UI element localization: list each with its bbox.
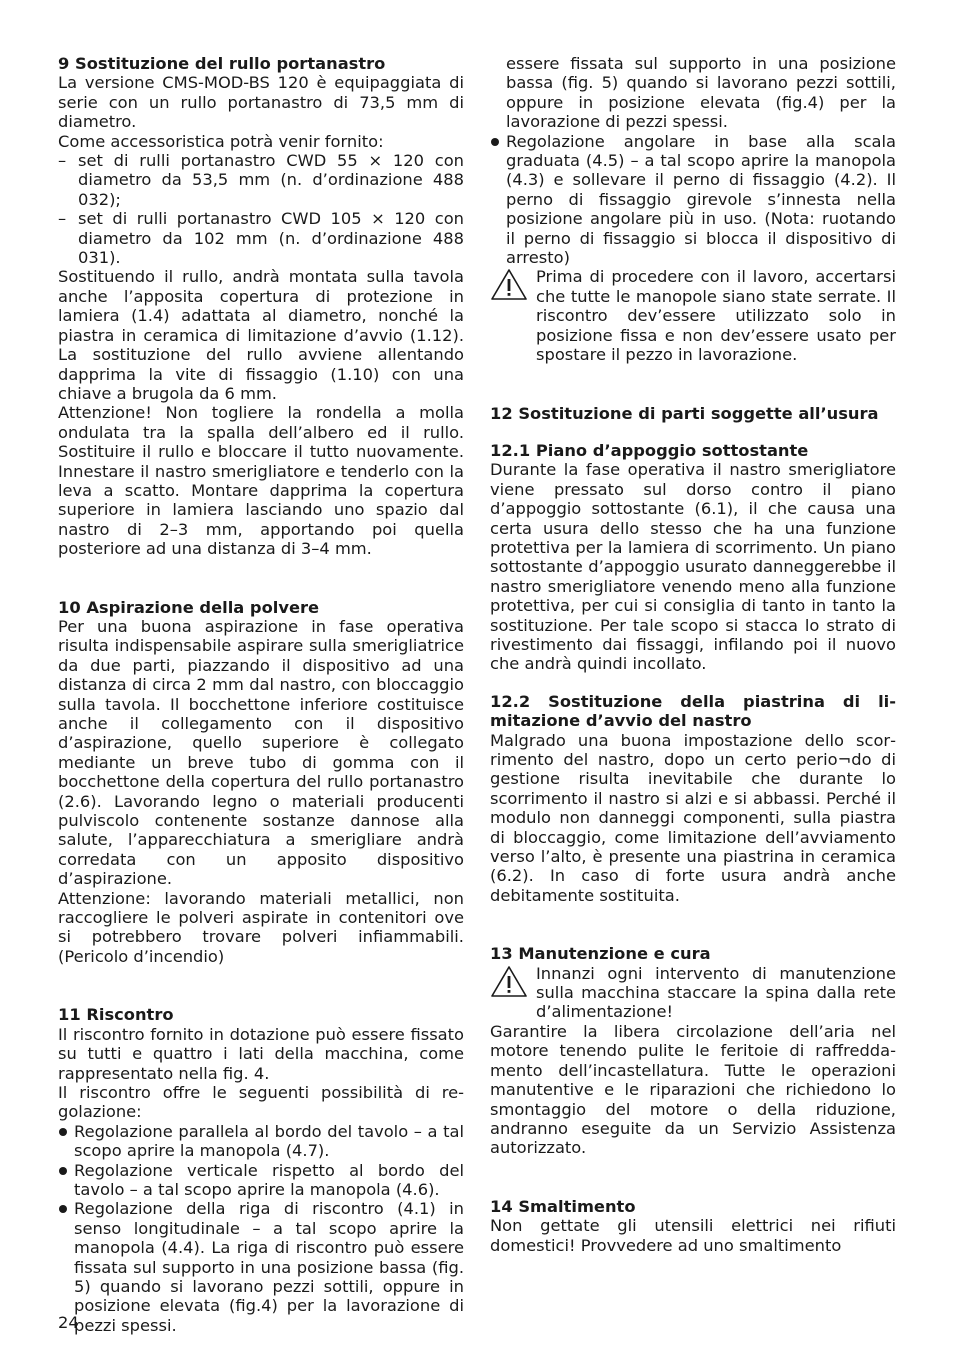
- warning-text: Innanzi ogni intervento di manutenzione sulla macchina staccare la spina dalla rete d’alimentazione!: [536, 963, 896, 1022]
- warning-block: [490, 267, 896, 364]
- list-item-continuation: essere fissata sul supporto in una posizione bassa (fig. 5) quando si lavorano pezzi sottili, oppure in posizione elevata (fig.4) per la lavorazione di pezzi spessi.: [506, 54, 896, 132]
- section-10-paragraph: Attenzione: lavorando materiali metallici, non raccogliere le polveri aspirate in contenitori ove si potrebbero trovare polveri infiammabili. (Pericolo d’incendio): [58, 888, 464, 966]
- section-14-paragraph: Non gettate gli utensili elettrici nei rifiuti domestici! Provvedere ad uno smaltimento: [490, 1216, 896, 1255]
- section-11-paragraph: Il riscontro offre le seguenti possibilità di regolazione:: [58, 1082, 464, 1122]
- section-11-heading: 11 Riscontro: [58, 1005, 174, 1025]
- list-item: Regolazione parallela al bordo del tavolo – a tal scopo aprire la manopola (4.7).: [58, 1122, 464, 1161]
- list-item: Regolazione della riga di riscontro (4.1) in senso longitudinale – a tal scopo aprire la manopola (4.4). La riga di riscontro può essere fissata sul supporto in una posizione bassa (fig. 5) quando si lavorano pezzi sottili, oppure in posizione elevata (fig.4) per la lavorazione di pezzi spessi.: [58, 1199, 464, 1257]
- section-10-heading: 10 Aspirazione della polvere: [58, 597, 320, 617]
- section-9-paragraph: Come accessoristica potrà venir fornito:: [58, 131, 384, 151]
- section-12-1-heading: 12.1 Piano d’appoggio sottostante: [490, 440, 809, 460]
- section-11-paragraph: Il riscontro fornito in dotazione può essere fissato su tutti e quattro i lati della macchina, come rappresentato nella fig. 4.: [58, 1024, 464, 1083]
- warning-triangle-icon: [490, 965, 528, 998]
- section-10-paragraph: Per una buona aspirazione in fase operativa risulta indispensabile aspirare sulla smerigliatrice da due parti, piazzando il dispositivo ad una distanza di circa 2 mm dal nastro, con bloccaggio sulla tavola. Il bocchettone inferiore costituisce anche il collegamento con il dispositivo d’aspirazione, quello superiore è collegato mediante un breve tubo di gomma con il bocchettone della copertura del rullo portanastro (2.6). Lavorando legno o materiali producenti pulviscolo contenente sostanze dannose alla salute, l’apparecchiatura a smerigliare andrà corredata con un apposito dispositivo d’aspirazione.: [58, 616, 464, 889]
- roller-set-list: [58, 151, 464, 267]
- adjustment-list: [490, 132, 896, 268]
- warning-triangle-icon: [490, 268, 528, 301]
- section-12-1-paragraph: Durante la fase operativa il nastro smerigliatore viene pressato sul dorso contro il piano d’appoggio sottostante (6.1), il che causa una certa usura dello stesso che ha una funzione protettiva per la lamiera di scorrimento. Un piano sottostante d’appoggio usurato danneggerebbe il nastro smerigliatore venendo meno alla funzione protettiva, per cui si consiglia di tanto in tanto la sostituzione. Per tale scopo si stacca lo strato di rivestimento dai fissaggi, infilando poi il nuovo che andrà quindi incollato.: [490, 460, 896, 674]
- list-item: Regolazione verticale rispetto al bordo del tavolo – a tal scopo aprire la manopola (4.6).: [58, 1161, 464, 1200]
- section-9-heading: 9 Sostituzione del rullo portanastro: [58, 54, 386, 73]
- list-item: – set di rulli portanastro CWD 55 × 120 con diametro da 53,5 mm (n. d’ordinazione 488 032);: [58, 151, 464, 209]
- section-14-heading: 14 Smaltimento: [490, 1196, 636, 1216]
- section-12-2-paragraph: Malgrado una buona impostazione dello scorrimento del nastro, dopo un certo perio¬do di gestione risulta inevitabile che durante lo scorrimento il nastro si alzi e si abbassi. Perché il modulo non danneggi componenti, sulla piastra di bloccaggio, come limitazione dell’avviamento verso l’alto, è presente una piastrina in ceramica (6.2). In caso di forte usura andrà anche debitamente sostituita.: [490, 730, 896, 905]
- list-item: Regolazione angolare in base alla scala graduata (4.5) – a tal scopo aprire la manopola (4.3) e sollevare il perno di fissaggio (4.2). Il perno di fissaggio girevole s’innesta nella posizione angolare più in uso. (Nota: ruotando il perno di fissaggio si blocca il dispositivo di arresto): [490, 132, 896, 268]
- warning-block: [490, 964, 896, 1022]
- section-13-heading: 13 Manutenzione e cura: [490, 944, 711, 964]
- list-item: – set di rulli portanastro CWD 105 × 120 con diametro da 102 mm (n. d’ordinazione 488 031).: [58, 209, 464, 267]
- section-12-2-heading: 12.2 Sostituzione della piastrina di limitazione d’avvio del nastro: [490, 691, 896, 731]
- section-12-heading: 12 Sostituzione di parti soggette all’usura: [490, 403, 879, 423]
- page-number: 24: [58, 1313, 79, 1332]
- right-column: [490, 54, 896, 1255]
- section-9-paragraph: Attenzione! Non togliere la rondella a molla ondulata tra la spalla dell’albero ed il rullo. Sostituire il rullo e bloccare il tutto nuovamente. Innestare il nastro smerigliatore e tenderlo con la leva a scatto. Montare dapprima la copertura superiore in lamiera lasciando uno spazio dal nastro di 2–3 mm, apportando poi quella posteriore ad una distanza di 3–4 mm.: [58, 403, 464, 559]
- section-9-paragraph: Sostituendo il rullo, andrà montata sulla tavola anche l’apposita copertura di protezione in lamiera (1.4) adattata al diametro, nonché la piastra in ceramica di limitazione d’avvio (1.12). La sostituzione del rullo avviene allentando dapprima la vite di fissaggio (1.10) con una chiave a brugola da 6 mm.: [58, 267, 464, 403]
- section-9-paragraph: La versione CMS-MOD-BS 120 è equipaggiata di serie con un rullo portanastro di 73,5 mm di diametro.: [58, 73, 464, 132]
- warning-text: Prima di procedere con il lavoro, accertarsi che tutte le manopole siano state serrate. Il riscontro dev’essere utilizzato solo in posizione fissa e non dev’essere usato per spostare il pezzo in lavorazione.: [536, 267, 896, 365]
- section-13-paragraph: Garantire la libera circolazione dell’aria nel motore tenendo pulite le feritoie di raffreddamento dell’incastellatura. Tutte le operazioni manutentive e le riparazioni che richiedono lo smontaggio del motore o della riduzione, andranno eseguite da un Servizio Assistenza autorizzato.: [490, 1021, 896, 1158]
